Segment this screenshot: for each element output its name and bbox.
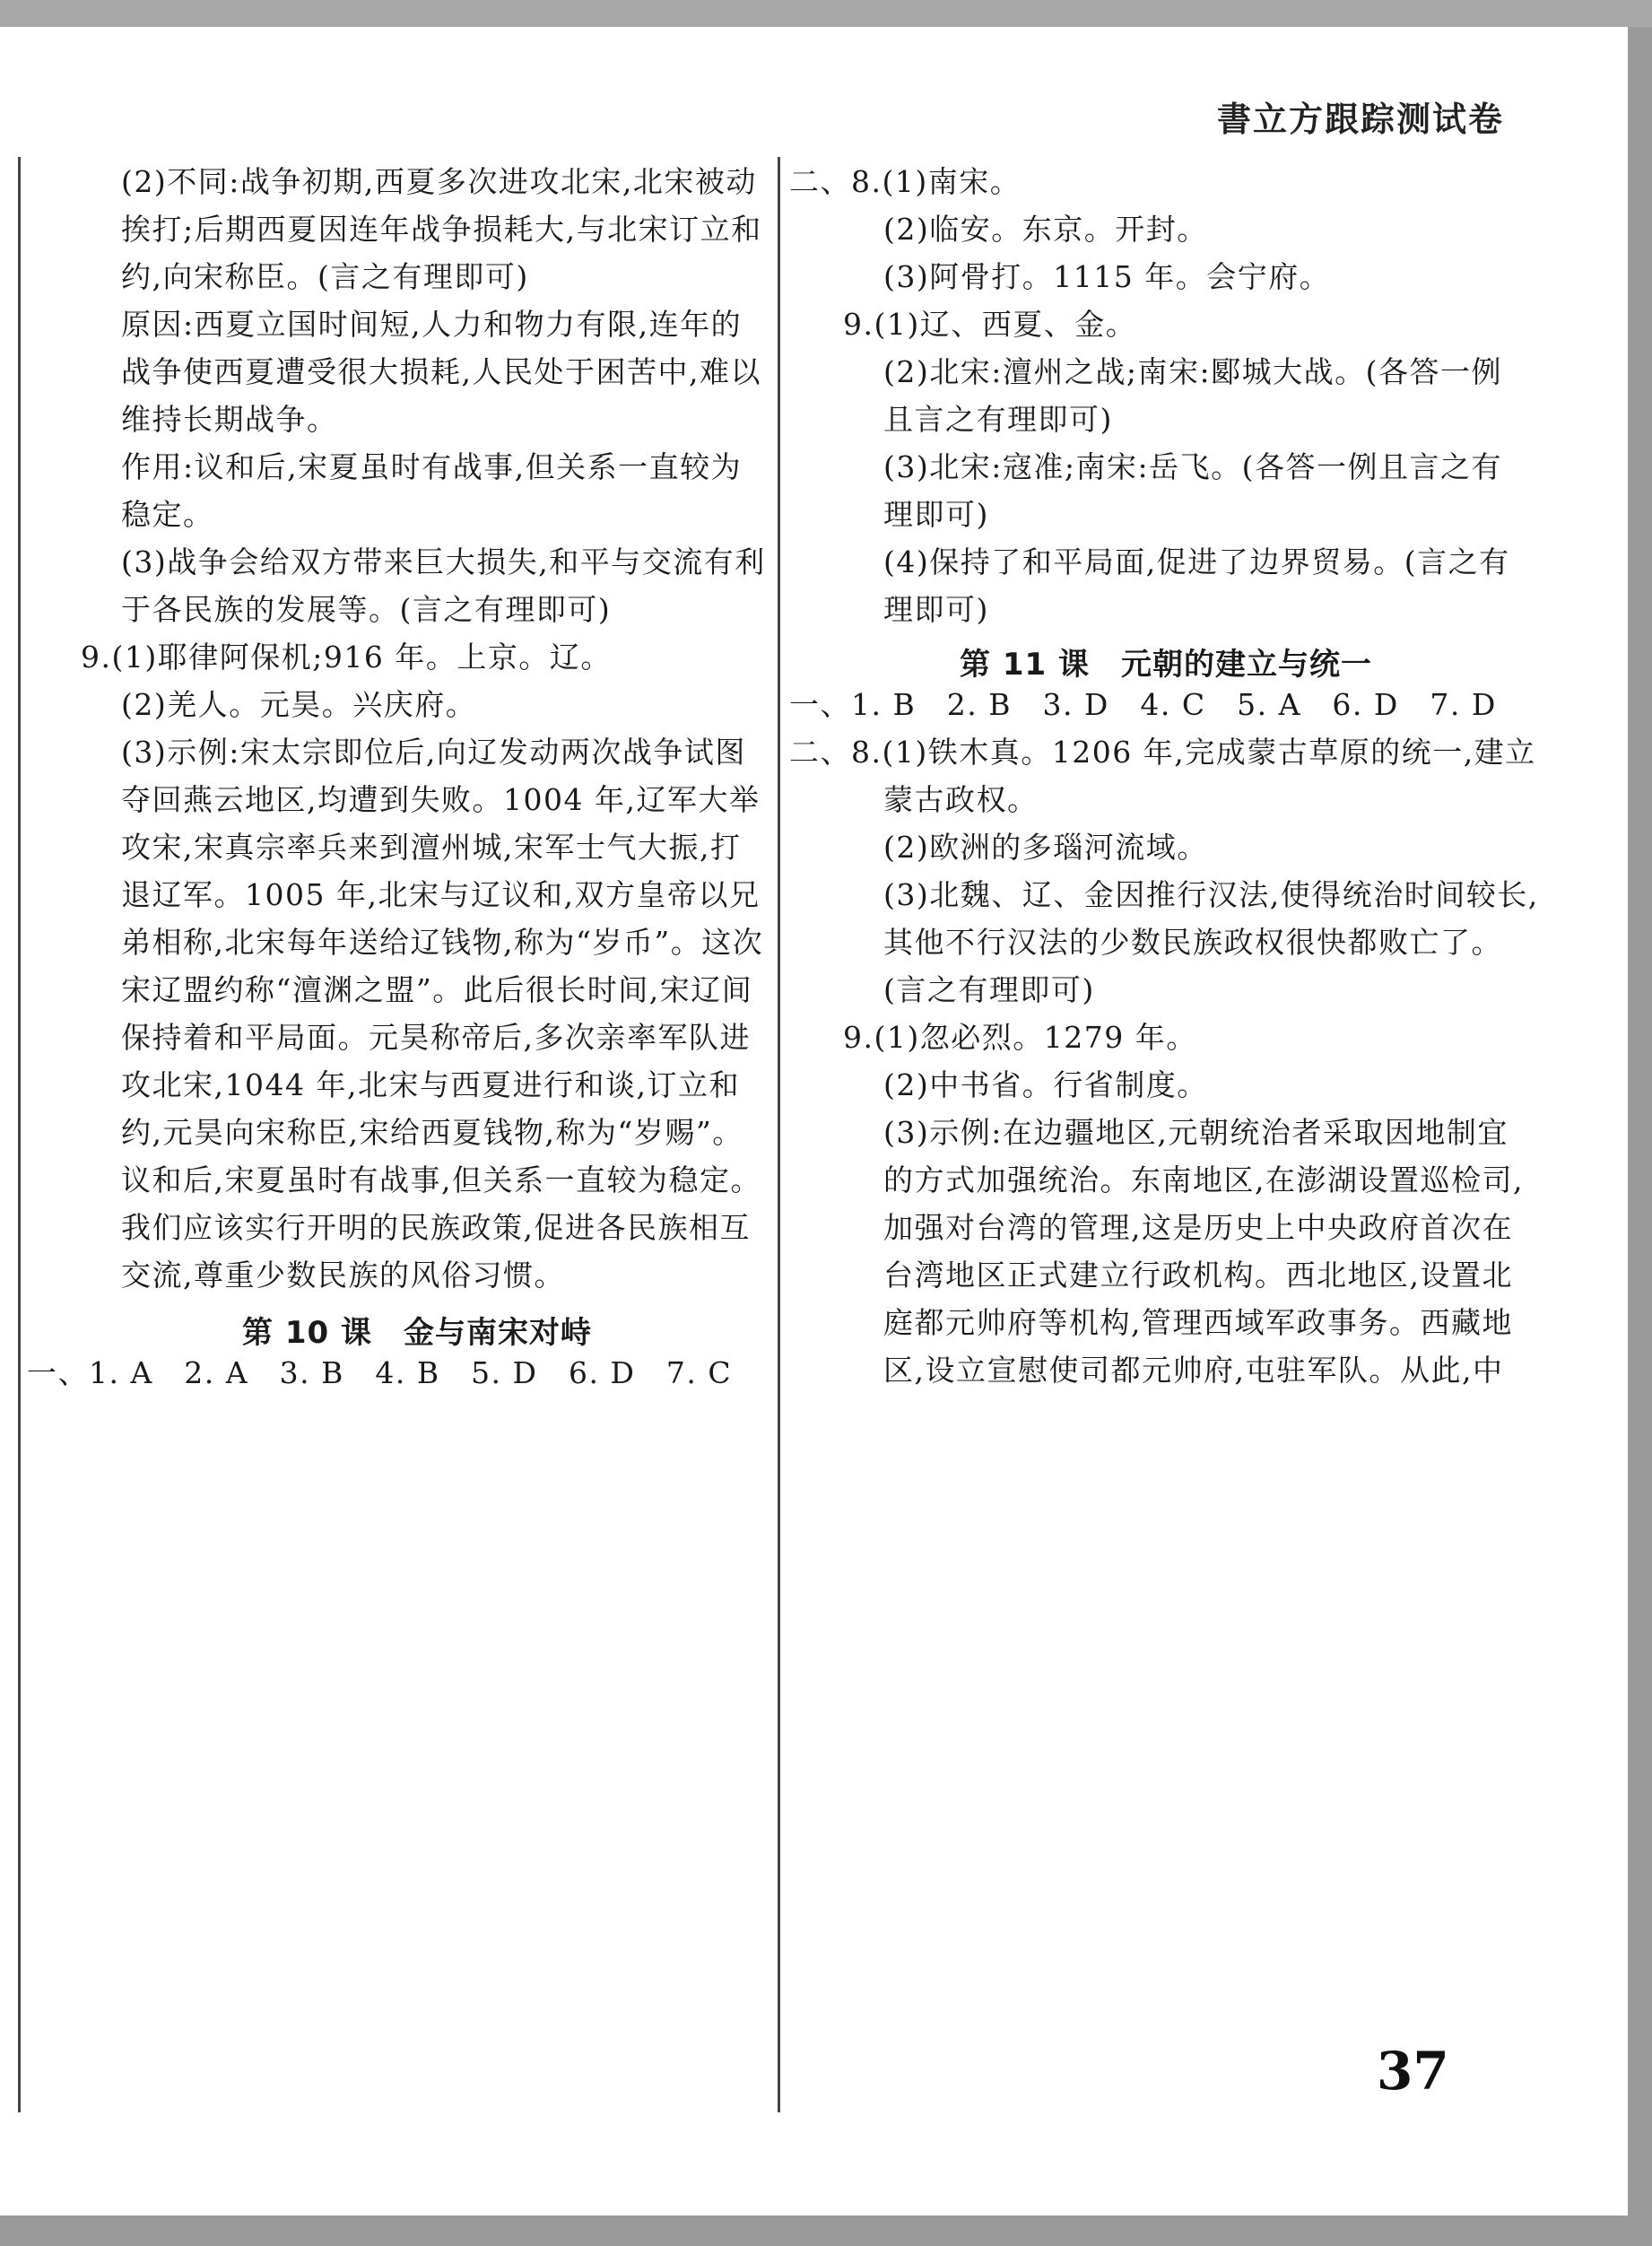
answer-line: 战争使西夏遭受很大损耗,人民处于困苦中,难以 bbox=[121, 354, 761, 389]
page-number: 37 bbox=[1377, 2041, 1449, 2102]
lesson-10-title: 第 10 课 金与南宋对峙 bbox=[242, 1315, 592, 1351]
answer-line: 且言之有理即可) bbox=[883, 402, 1113, 437]
answer-line: 蒙古政权。 bbox=[883, 782, 1039, 817]
answer-line: 约,元昊向宋称臣,宋给西夏钱物,称为“岁赐”。 bbox=[121, 1115, 743, 1150]
answer-line: 保持着和平局面。元昊称帝后,多次亲率军队进 bbox=[121, 1020, 751, 1055]
answer-line: (2)欧洲的多瑙河流域。 bbox=[883, 830, 1208, 865]
column-divider bbox=[778, 157, 780, 2112]
answer-line: 退辽军。1005 年,北宋与辽议和,双方皇帝以兄 bbox=[121, 877, 761, 912]
lesson-11-choice-answers: 一、1. B 2. B 3. D 4. C 5. A 6. D 7. D bbox=[789, 687, 1497, 722]
answer-line: 挨打;后期西夏因连年战争损耗大,与北宋订立和 bbox=[121, 212, 762, 247]
top-border bbox=[0, 0, 1652, 27]
answer-line: 攻北宋,1044 年,北宋与西夏进行和谈,订立和 bbox=[121, 1067, 740, 1102]
answer-line: 交流,尊重少数民族的风俗习惯。 bbox=[121, 1258, 565, 1293]
left-margin-rule bbox=[18, 157, 21, 2112]
answer-line: 二、8.(1)南宋。 bbox=[789, 164, 1022, 199]
answer-line: 弟相称,北宋每年送给辽钱物,称为“岁币”。这次 bbox=[121, 925, 764, 960]
answer-line: 二、8.(1)铁木真。1206 年,完成蒙古草原的统一,建立 bbox=[789, 735, 1536, 770]
answer-line: (3)北魏、辽、金因推行汉法,使得统治时间较长, bbox=[883, 877, 1539, 912]
answer-line: 约,向宋称臣。(言之有理即可) bbox=[121, 259, 529, 294]
answer-line: 理即可) bbox=[883, 592, 989, 627]
answer-line: 于各民族的发展等。(言之有理即可) bbox=[121, 592, 612, 627]
answer-line: 9.(1)辽、西夏、金。 bbox=[843, 307, 1137, 342]
answer-line: (3)战争会给双方带来巨大损失,和平与交流有利 bbox=[121, 544, 766, 579]
answer-line: (3)阿骨打。1115 年。会宁府。 bbox=[883, 259, 1331, 294]
answer-line: (2)北宋:澶州之战;南宋:郾城大战。(各答一例 bbox=[883, 354, 1502, 389]
answer-line: 的方式加强统治。东南地区,在澎湖设置巡检司, bbox=[883, 1162, 1524, 1197]
answer-line: 稳定。 bbox=[121, 497, 214, 532]
header-title: 書立方跟踪测试卷 bbox=[1216, 100, 1504, 139]
answer-line: 宋辽盟约称“澶渊之盟”。此后很长时间,宋辽间 bbox=[121, 972, 753, 1007]
answer-line: 议和后,宋夏虽时有战事,但关系一直较为稳定。 bbox=[121, 1162, 761, 1197]
answer-line: 区,设立宣慰使司都元帅府,屯驻军队。从此,中 bbox=[883, 1353, 1504, 1388]
answer-line: (4)保持了和平局面,促进了边界贸易。(言之有 bbox=[883, 544, 1510, 579]
answer-line: 维持长期战争。 bbox=[121, 402, 338, 437]
answer-line: 原因:西夏立国时间短,人力和物力有限,连年的 bbox=[121, 307, 743, 342]
answer-line: 夺回燕云地区,均遭到失败。1004 年,辽军大举 bbox=[121, 782, 761, 817]
answer-line: 加强对台湾的管理,这是历史上中央政府首次在 bbox=[883, 1210, 1513, 1245]
answer-line: (2)临安。东京。开封。 bbox=[883, 212, 1208, 247]
answer-line: (3)示例:在边疆地区,元朝统治者采取因地制宜 bbox=[883, 1115, 1509, 1150]
answer-line: (2)中书省。行省制度。 bbox=[883, 1067, 1208, 1102]
answer-line: (3)北宋:寇准;南宋:岳飞。(各答一例且言之有 bbox=[883, 449, 1502, 484]
lesson-10-choice-answers: 一、1. A 2. A 3. B 4. B 5. D 6. D 7. C bbox=[27, 1355, 733, 1390]
answer-line: 9.(1)忽必烈。1279 年。 bbox=[843, 1020, 1197, 1055]
answer-line: 攻宋,宋真宗率兵来到澶州城,宋军士气大振,打 bbox=[121, 830, 742, 865]
answer-line: 理即可) bbox=[883, 497, 989, 532]
answer-line: 9.(1)耶律阿保机;916 年。上京。辽。 bbox=[81, 640, 612, 675]
answer-line: 庭都元帅府等机构,管理西域军政事务。西藏地 bbox=[883, 1305, 1513, 1340]
answer-line: 作用:议和后,宋夏虽时有战事,但关系一直较为 bbox=[121, 449, 743, 484]
answer-line: (2)羌人。元昊。兴庆府。 bbox=[121, 687, 477, 722]
answer-line: 我们应该实行开明的民族政策,促进各民族相互 bbox=[121, 1210, 751, 1245]
answer-line: (3)示例:宋太宗即位后,向辽发动两次战争试图 bbox=[121, 735, 746, 770]
answer-line: (言之有理即可) bbox=[883, 972, 1095, 1007]
answer-line: (2)不同:战争初期,西夏多次进攻北宋,北宋被动 bbox=[121, 164, 757, 199]
answer-line: 其他不行汉法的少数民族政权很快都败亡了。 bbox=[883, 925, 1502, 960]
answer-line: 台湾地区正式建立行政机构。西北地区,设置北 bbox=[883, 1258, 1513, 1293]
lesson-11-title: 第 11 课 元朝的建立与统一 bbox=[960, 647, 1372, 683]
